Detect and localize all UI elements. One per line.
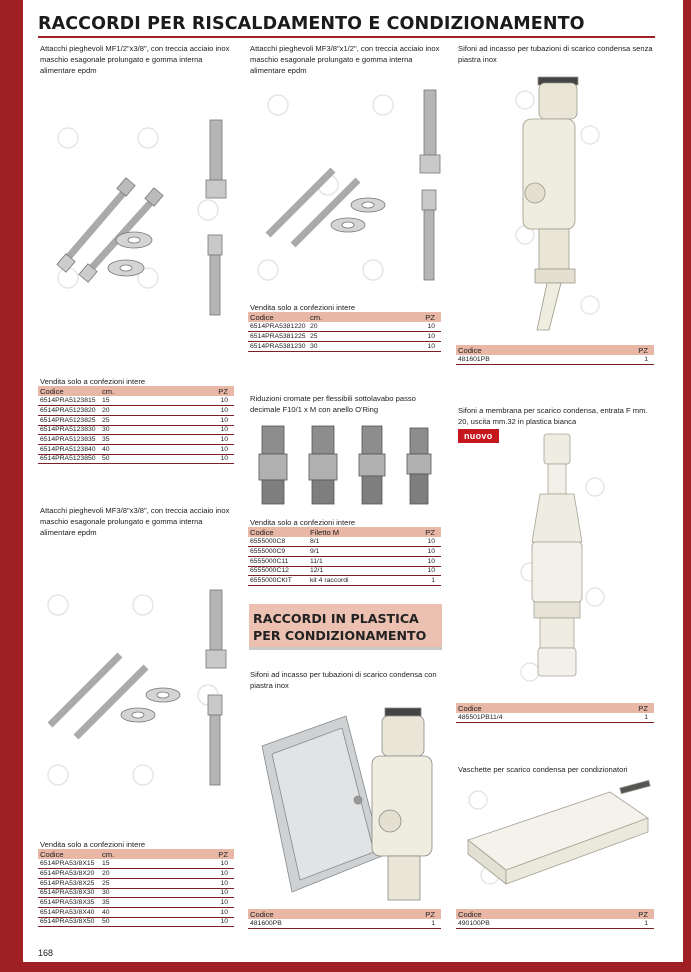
cell-pz: 10	[164, 415, 234, 425]
table-row	[38, 907, 234, 917]
table-row	[38, 917, 234, 927]
product-1-description: Attacchi pieghevoli MF1/2"x3/8", con treccia acciaio inox maschio esagonale prolungato e gomma interna alimentare epdm	[40, 44, 230, 75]
cell-codice: 6514PRA53/8X30	[38, 888, 100, 898]
table-row	[38, 878, 234, 888]
col-header-codice: Codice	[38, 386, 100, 396]
cell-codice: 6555000C9	[248, 547, 308, 557]
cell-cm: 30	[100, 888, 164, 898]
cell-pz: 1	[377, 919, 441, 929]
cell-codice: 6514PRA53/8X35	[38, 898, 100, 908]
cell-pz: 10	[164, 435, 234, 445]
product-3-description: Sifoni ad incasso per tubazioni di scarico condensa senza piastra inox	[458, 44, 653, 64]
table-row	[248, 919, 441, 929]
page-title: RACCORDI PER RISCALDAMENTO E CONDIZIONAMENTO	[38, 14, 585, 34]
cell-codice: 6514PRA5123825	[38, 415, 100, 425]
cell-pz: 10	[164, 425, 234, 435]
table-row	[248, 537, 441, 547]
cell-pz: 10	[164, 396, 234, 406]
cell-pz: 10	[402, 547, 441, 557]
table-row	[38, 454, 234, 464]
product-1-image	[38, 110, 238, 360]
col-header-codice: Codice	[248, 909, 377, 919]
new-badge: nuovo	[458, 429, 499, 443]
table-row	[38, 396, 234, 406]
left-accent-bar	[0, 0, 23, 972]
cell-codice: 6514PRA53/8X20	[38, 869, 100, 879]
cell-codice: 6514PRA53/8X25	[38, 878, 100, 888]
section-header-plastica	[249, 604, 442, 650]
right-accent-bar	[683, 0, 691, 972]
cell-filetto: 9/1	[308, 547, 402, 557]
product-6-description: Attacchi pieghevoli MF3/8"x3/8", con treccia acciaio inox maschio esagonale prolungato e gomma interna alimentare epdm	[40, 506, 230, 537]
cell-codice: 6514PRA5123850	[38, 454, 100, 464]
table-row	[456, 713, 654, 723]
table-row	[248, 576, 441, 586]
table-row	[38, 415, 234, 425]
col-header-pz: PZ	[372, 312, 441, 322]
col-header-cm: cm.	[100, 386, 164, 396]
cell-cm: 20	[308, 322, 372, 332]
cell-codice: 481601PB	[456, 355, 588, 365]
section-title: RACCORDI IN PLASTICA PER CONDIZIONAMENTO	[253, 611, 427, 643]
col-header-pz: PZ	[588, 345, 654, 355]
product-6-image	[38, 585, 238, 800]
cell-codice: 6514PRA5381225	[248, 332, 308, 342]
table-row	[248, 547, 441, 557]
col-header-pz: PZ	[402, 527, 441, 537]
product-3-image	[505, 75, 610, 337]
cell-pz: 10	[164, 859, 234, 869]
title-rule	[38, 36, 655, 38]
table-row	[248, 322, 441, 332]
col-header-filetto: Filetto M	[308, 527, 402, 537]
cell-pz: 10	[164, 898, 234, 908]
table-row	[248, 566, 441, 576]
col-header-codice: Codice	[248, 312, 308, 322]
cell-pz: 1	[402, 576, 441, 586]
col-header-codice: Codice	[456, 909, 588, 919]
cell-codice: 6514PRA5123815	[38, 396, 100, 406]
table-row	[456, 919, 654, 929]
product-2-vendita-note: Vendita solo a confezioni intere	[250, 303, 356, 312]
cell-cm: 30	[308, 341, 372, 351]
table-row	[248, 556, 441, 566]
table-row	[456, 355, 654, 365]
col-header-codice: Codice	[456, 703, 601, 713]
col-header-pz: PZ	[601, 703, 654, 713]
cell-codice: 6514PRA53/8X50	[38, 917, 100, 927]
cell-codice: 6514PRA5123835	[38, 435, 100, 445]
cell-filetto: 12/1	[308, 566, 402, 576]
cell-codice: 6514PRA5381220	[248, 322, 308, 332]
product-8-description: Vaschette per scarico condensa per condizionatori	[458, 765, 628, 774]
cell-codice: 6514PRA53/8X40	[38, 907, 100, 917]
cell-pz: 10	[164, 406, 234, 416]
product-6-vendita-note: Vendita solo a confezioni intere	[40, 840, 146, 849]
product-4-description: Riduzioni cromate per flessibili sottolavabo passo decimale F10/1 x M con anello O'Ring	[250, 394, 416, 414]
cell-codice: 6514PRA5381230	[248, 341, 308, 351]
cell-cm: 15	[100, 396, 164, 406]
table-row	[38, 888, 234, 898]
product-4-image	[250, 422, 440, 510]
product-2-image	[248, 85, 443, 295]
cell-codice: 6514PRA53/8X15	[38, 859, 100, 869]
col-header-codice: Codice	[456, 345, 588, 355]
page-number: 168	[38, 948, 54, 958]
cell-pz: 1	[588, 919, 654, 929]
cell-cm: 40	[100, 907, 164, 917]
bottom-accent-strip	[23, 962, 683, 972]
product-8-image	[460, 780, 655, 890]
product-7-description: Sifoni ad incasso per tubazioni di scarico condensa con piastra inox	[250, 670, 437, 690]
cell-pz: 10	[164, 878, 234, 888]
product-5-description: Sifoni a membrana per scarico condensa, entrata F mm. 20, uscita mm.32 in plastica bianca	[458, 406, 648, 426]
table-row	[248, 332, 441, 342]
col-header-cm: cm.	[100, 849, 164, 859]
product-6-table	[38, 849, 234, 927]
cell-codice: 485501PB11/4	[456, 713, 601, 723]
cell-pz: 10	[372, 322, 441, 332]
cell-cm: 25	[100, 878, 164, 888]
table-row	[38, 869, 234, 879]
product-3-table	[456, 345, 654, 365]
cell-pz: 1	[601, 713, 654, 723]
col-header-pz: PZ	[164, 849, 234, 859]
cell-cm: 15	[100, 859, 164, 869]
cell-cm: 20	[100, 406, 164, 416]
cell-cm: 20	[100, 869, 164, 879]
cell-pz: 10	[372, 332, 441, 342]
cell-codice: 6514PRA5123840	[38, 444, 100, 454]
cell-codice: 6555000CKIT	[248, 576, 308, 586]
cell-pz: 1	[588, 355, 654, 365]
cell-cm: 35	[100, 898, 164, 908]
product-4-table	[248, 527, 441, 586]
product-1-table	[38, 386, 234, 464]
cell-pz: 10	[164, 869, 234, 879]
cell-codice: 6514PRA5123820	[38, 406, 100, 416]
cell-pz: 10	[164, 444, 234, 454]
table-row	[38, 898, 234, 908]
cell-pz: 10	[164, 454, 234, 464]
cell-codice: 6555000C8	[248, 537, 308, 547]
cell-cm: 35	[100, 435, 164, 445]
cell-cm: 50	[100, 917, 164, 927]
cell-codice: 481600PB	[248, 919, 377, 929]
cell-filetto: kit 4 raccordi	[308, 576, 402, 586]
cell-filetto: 8/1	[308, 537, 402, 547]
table-row	[248, 341, 441, 351]
cell-pz: 10	[372, 341, 441, 351]
table-row	[38, 425, 234, 435]
col-header-codice: Codice	[38, 849, 100, 859]
cell-cm: 30	[100, 425, 164, 435]
table-row	[38, 435, 234, 445]
cell-cm: 40	[100, 444, 164, 454]
product-1-vendita-note: Vendita solo a confezioni intere	[40, 377, 146, 386]
table-row	[38, 406, 234, 416]
col-header-pz: PZ	[377, 909, 441, 919]
cell-cm: 25	[308, 332, 372, 342]
product-2-description: Attacchi pieghevoli MF3/8"x1/2", con treccia acciaio inox maschio esagonale prolungato e gomma interna alimentare epdm	[250, 44, 440, 75]
product-5-table	[456, 703, 654, 723]
cell-pz: 10	[164, 917, 234, 927]
product-2-table	[248, 312, 441, 352]
cell-pz: 10	[402, 566, 441, 576]
product-4-vendita-note: Vendita solo a confezioni intere	[250, 518, 356, 527]
cell-pz: 10	[164, 888, 234, 898]
cell-cm: 50	[100, 454, 164, 464]
cell-cm: 25	[100, 415, 164, 425]
cell-filetto: 11/1	[308, 556, 402, 566]
cell-codice: 6514PRA5123830	[38, 425, 100, 435]
cell-codice: 490100PB	[456, 919, 588, 929]
cell-codice: 6555000C12	[248, 566, 308, 576]
product-8-table	[456, 909, 654, 929]
cell-codice: 6555000C11	[248, 556, 308, 566]
table-row	[38, 859, 234, 869]
product-5-image	[510, 432, 610, 697]
product-7-table	[248, 909, 441, 929]
cell-pz: 10	[402, 556, 441, 566]
col-header-pz: PZ	[164, 386, 234, 396]
cell-pz: 10	[402, 537, 441, 547]
col-header-cm: cm.	[308, 312, 372, 322]
col-header-codice: Codice	[248, 527, 308, 537]
col-header-pz: PZ	[588, 909, 654, 919]
product-7-image	[250, 706, 440, 904]
cell-pz: 10	[164, 907, 234, 917]
table-row	[38, 444, 234, 454]
